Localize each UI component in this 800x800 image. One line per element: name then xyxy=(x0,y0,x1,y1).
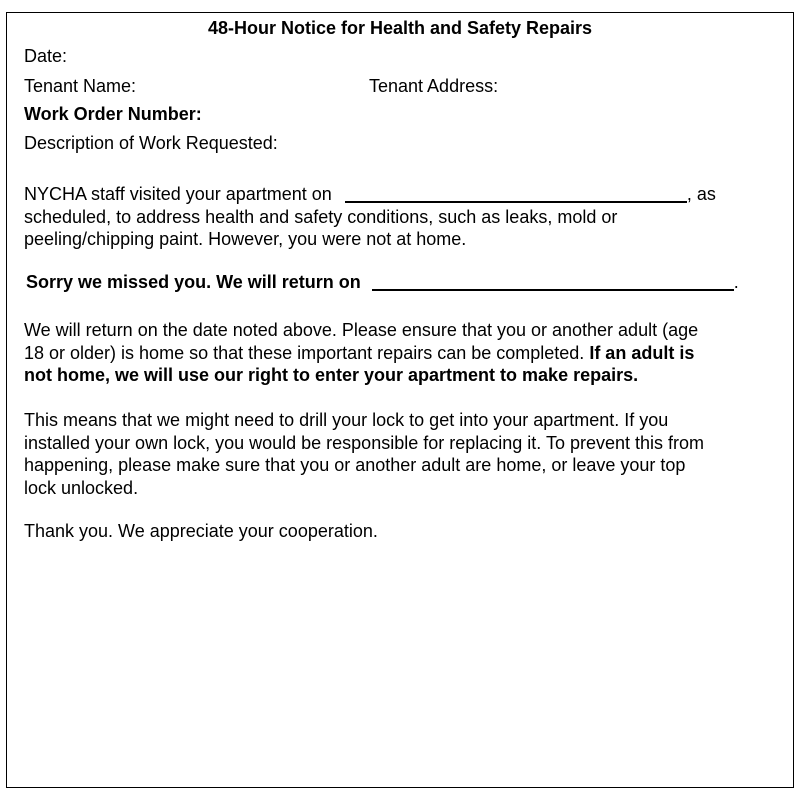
visit-date-blank xyxy=(345,201,687,203)
visit-line-1 xyxy=(24,183,716,206)
sorry-text: Sorry we missed you. We will return on xyxy=(26,272,361,292)
return-paragraph xyxy=(24,319,698,387)
thank-you-text: Thank you. We appreciate your cooperation. xyxy=(24,521,378,541)
lock-line-1: This means that we might need to drill your lock to get into your apartment. If you xyxy=(24,410,669,430)
visit-line-3: peeling/chipping paint. However, you were not at home. xyxy=(24,229,467,249)
return-date-blank xyxy=(372,289,734,291)
return-line-1: We will return on the date noted above. Please ensure that you or another adult (age xyxy=(24,320,699,340)
lock-line-3: happening, please make sure that you or another adult are home, or leave your top xyxy=(24,455,686,475)
sorry-line xyxy=(26,272,739,293)
visit-text-end: , as xyxy=(686,184,716,204)
return-line-2-bold: If an adult is xyxy=(589,342,695,363)
tenant-name-label: Tenant Name: xyxy=(24,76,137,96)
return-line-2-normal: 18 or older) is home so that these important repairs can be completed. xyxy=(24,342,585,363)
notice-title: 48-Hour Notice for Health and Safety Repairs xyxy=(207,18,593,38)
lock-line-2: installed your own lock, you would be responsible for replacing it. To prevent this from xyxy=(24,432,705,453)
visit-text-start: NYCHA staff visited your apartment on xyxy=(24,184,332,204)
tenant-address-label: Tenant Address: xyxy=(369,76,499,96)
sorry-end: . xyxy=(733,272,739,292)
notice-frame xyxy=(6,12,794,788)
return-line-3: not home, we will use our right to enter your apartment to make repairs. xyxy=(24,365,639,385)
description-label: Description of Work Requested: xyxy=(24,133,278,153)
work-order-label: Work Order Number: xyxy=(24,104,202,124)
visit-line-2: scheduled, to address health and safety conditions, such as leaks, mold or xyxy=(24,206,618,227)
date-label: Date: xyxy=(24,46,68,66)
lock-paragraph xyxy=(24,409,704,499)
return-line-2 xyxy=(24,342,698,365)
lock-line-4: lock unlocked. xyxy=(24,477,139,498)
visit-paragraph xyxy=(24,183,716,251)
